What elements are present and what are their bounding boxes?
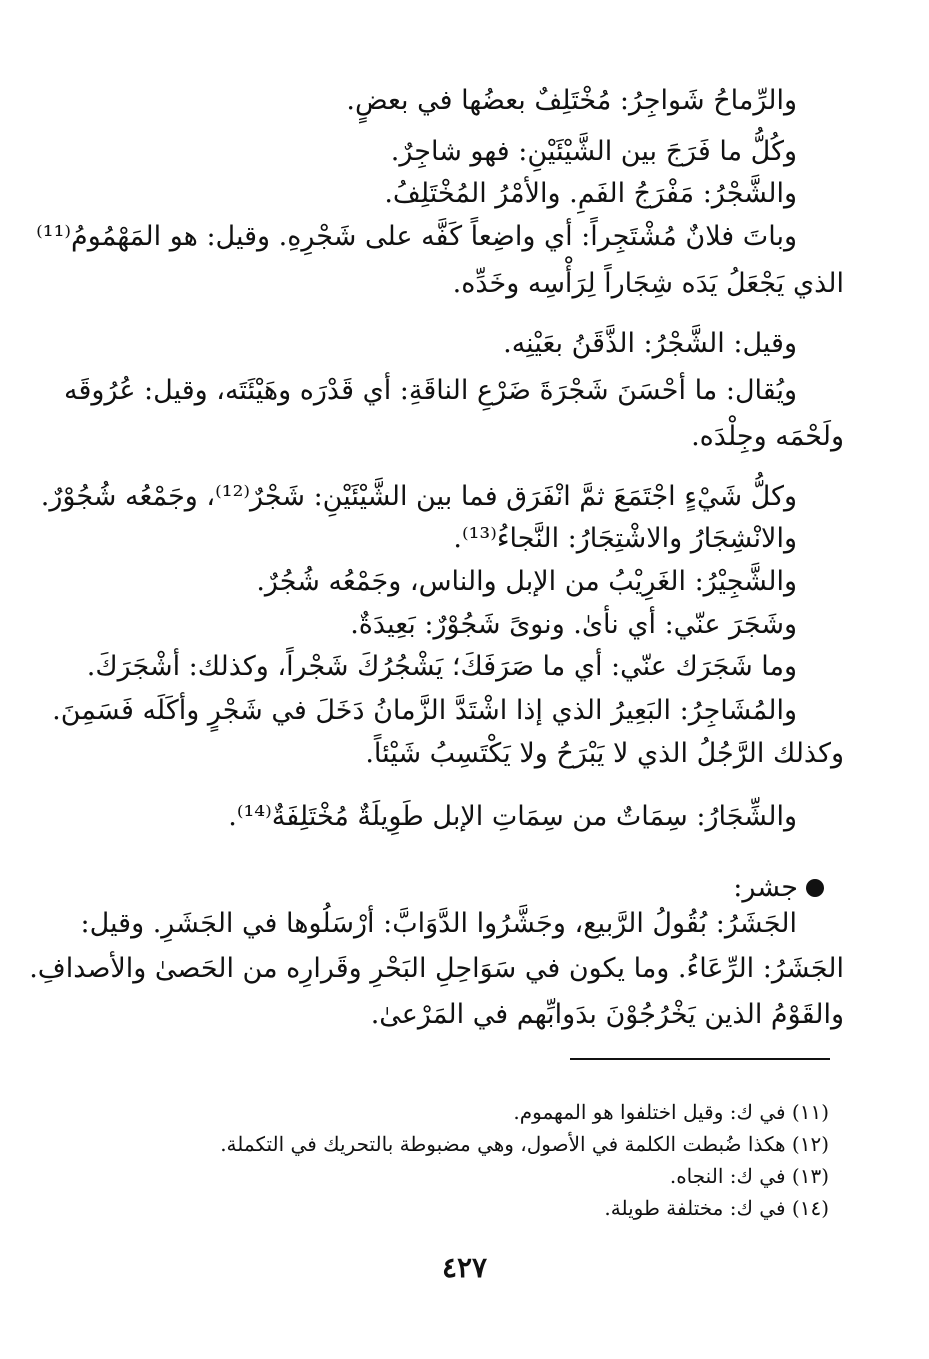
text-line: ويُقال: ما أحْسَنَ شَجْرَةَ ضَرْعِ الناقَةِ: أي قَدْرَه وهَيْئَتَه، وقيل: عُرُوقَه [64,375,797,406]
text-line: الجَشَرُ: بُقُولُ الرَّبيع، وجَشَّرُوا الدَّوَابَّ: أرْسَلُوها في الجَشَرِ. وقيل: [80,908,797,939]
text-line: والشِّجَارُ: سِمَاتٌ من سِمَاتِ الإبل طَوِيلَةٌ مُخْتَلِفَةٌ⁽¹⁴⁾. [228,801,797,832]
entry-heading-label: جشر: [733,872,798,903]
text-line: الذي يَجْعَلُ يَدَه شِجَاراً لِرَأْسِه وخَدِّه. [452,268,844,299]
text-line: وقيل: الشَّجْرُ: الذَّقَنُ بعَيْنِه. [503,328,797,359]
text-line: وما شَجَرَك عنّي: أي ما صَرَفَكَ؛ يَشْجُرُكَ شَجْراً، وكذلك: أشْجَرَكَ. [86,651,797,682]
text-line: وكلُّ شَيْءٍ اجْتَمَعَ ثمَّ انْفَرَق فما بين الشَّيْئَيْنِ: شَجْرٌ⁽¹²⁾، وجَمْعُه شُجُوْرٌ. [40,481,797,512]
text-line: والشَّجِيْرُ: الغَرِيْبُ من الإبل والناس، وجَمْعُه شُجُرٌ. [256,566,797,597]
page-number: ٤٢٧ [441,1251,488,1284]
text-line: والمُشَاجِرُ: البَعِيرُ الذي إذا اشْتَدَّ الزَّمانُ دَخَلَ في شَجْرٍ وأكَلَه فَسَمِنَ. [52,695,797,726]
footnote: (١٢) هكذا ضُبطت الكلمة في الأصول، وهي مضبوطة بالتحريك في التكملة. [220,1132,829,1156]
filled-circle-bullet-icon [806,879,824,897]
text-line: الجَشَرُ: الرِّعَاءُ. وما يكون في سَوَاحِلِ البَحْرِ وقَرارِه من الحَصىٰ والأصدافِ. [29,953,844,984]
footnote: (١٣) في ك: النجاه. [669,1164,829,1188]
text-line: والقَوْمُ الذين يَخْرُجُوْنَ بدَوابِّهم في المَرْعىٰ. [370,999,844,1030]
text-line: والرِّماحُ شَواجِرُ: مُخْتَلِفٌ بعضُها في بعضٍ. [346,85,797,116]
footnote-divider [570,1058,830,1060]
text-line: ولَحْمَه وجِلْدَه. [691,421,844,452]
footnote: (١٤) في ك: مختلفة طويلة. [604,1196,829,1220]
footnote: (١١) في ك: وقيل اختلفوا هو المهموم. [513,1100,829,1124]
text-line: وكذلك الرَّجُلُ الذي لا يَبْرَحُ ولا يَكْتَسِبُ شَيْئاً. [365,738,844,769]
text-line: والشَّجْرُ: مَفْرَجُ الفَمِ. والأمْرُ المُخْتَلِفُ. [384,178,797,209]
text-line: وشَجَرَ عنّي: أي نأىٰ. ونوىً شَجُوْرٌ: بَعِيدَةٌ. [350,609,797,640]
text-line: وكُلُّ ما فَرَجَ بين الشَّيْئَيْنِ: فهو شاجِرٌ. [390,136,797,167]
entry-heading [733,868,824,908]
text-line: وباتَ فلانٌ مُشْتَجِراً: أي واضِعاً كَفَّه على شَجْرِهِ. وقيل: هو المَهْمُومُ⁽¹¹⁾ [36,221,797,252]
text-line: والانْشِجَارُ والاشْتِجَارُ: النَّجاءُ⁽¹³⁾. [453,523,797,554]
